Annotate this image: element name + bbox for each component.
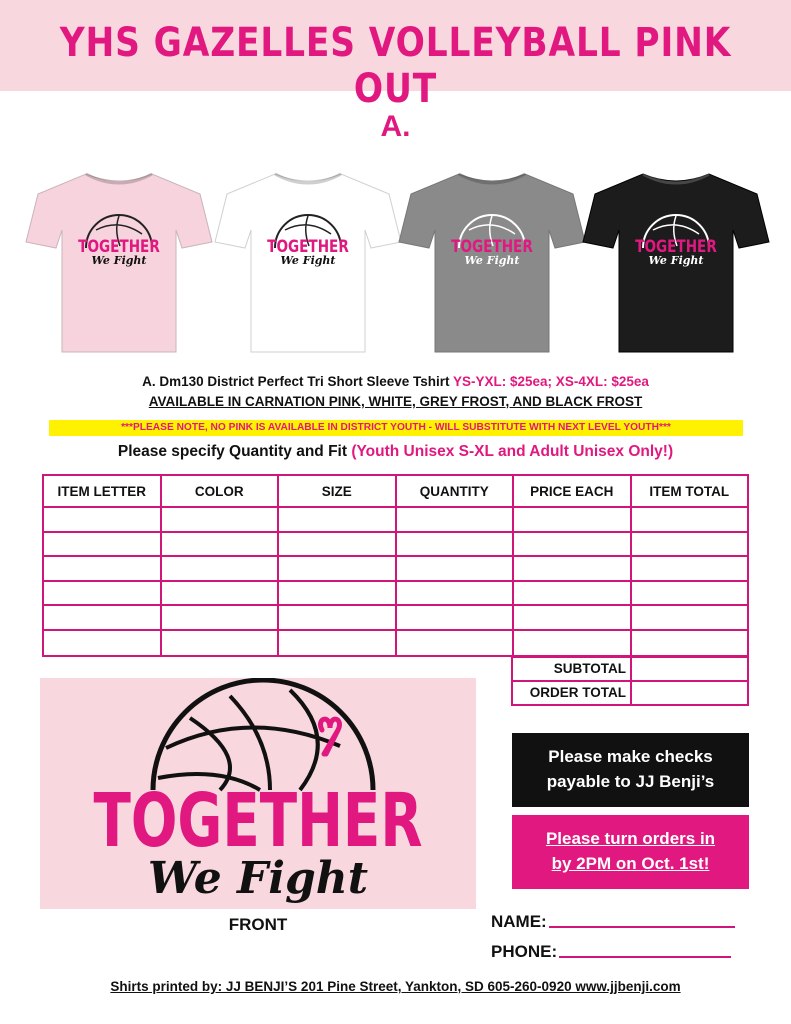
phone-field[interactable] (491, 942, 731, 962)
shirt-black-frost (581, 168, 771, 358)
front-caption: FRONT (228, 915, 288, 934)
volleyball-graphic (40, 678, 476, 909)
price-each-cell[interactable] (514, 533, 632, 556)
header-price-each: PRICE EACH (514, 476, 632, 506)
shirt-grey-frost (397, 168, 587, 358)
name-field[interactable] (491, 912, 735, 932)
size-cell[interactable] (279, 631, 397, 656)
item-total-cell[interactable] (632, 631, 748, 656)
table-row (44, 508, 747, 533)
tshirt-icon (397, 168, 587, 358)
product-prices: YS-YXL: $25ea; XS-4XL: $25ea (453, 374, 649, 389)
quantity-cell[interactable] (397, 508, 515, 531)
header-item-letter: ITEM LETTER (44, 476, 162, 506)
table-row (44, 631, 747, 656)
tshirt-icon (24, 168, 214, 358)
size-cell[interactable] (279, 557, 397, 580)
name-label: NAME: (491, 912, 547, 931)
item-letter-cell[interactable] (44, 582, 162, 605)
item-letter-cell[interactable] (44, 557, 162, 580)
tshirt-icon (581, 168, 771, 358)
item-letter-cell[interactable] (44, 606, 162, 629)
size-cell[interactable] (279, 606, 397, 629)
item-letter-cell[interactable] (44, 631, 162, 656)
fit-note: (Youth Unisex S-XL and Adult Unisex Only!) (351, 443, 674, 460)
price-each-cell[interactable] (514, 606, 632, 629)
phone-label: PHONE: (491, 942, 558, 961)
price-each-cell[interactable] (514, 508, 632, 531)
item-total-cell[interactable] (632, 508, 748, 531)
quantity-cell[interactable] (397, 557, 515, 580)
order-total-label: ORDER TOTAL (513, 682, 632, 704)
tshirt-icon (213, 168, 403, 358)
shirt-white (213, 168, 403, 358)
shirt-carnation-pink (24, 168, 214, 358)
phone-input-line[interactable] (559, 956, 731, 958)
shirt-graphic-we-fight: We Fight (648, 254, 704, 267)
deadline-line-1: Please turn orders in (545, 829, 716, 848)
table-row (44, 606, 747, 631)
table-row (44, 582, 747, 607)
header-item-total: ITEM TOTAL (649, 484, 730, 499)
table-row (44, 557, 747, 582)
shirt-graphic-together: TOGETHER (451, 236, 533, 257)
option-letter: A. (380, 110, 411, 143)
item-total-cell[interactable] (632, 606, 748, 629)
item-total-cell[interactable] (632, 582, 748, 605)
quantity-cell[interactable] (397, 631, 515, 656)
size-cell[interactable] (279, 533, 397, 556)
table-header-row (44, 476, 747, 508)
shirt-graphic-together: TOGETHER (267, 236, 349, 257)
deadline-line-2: by 2PM on Oct. 1st! (551, 854, 710, 873)
order-table (42, 474, 749, 657)
color-cell[interactable] (162, 606, 280, 629)
color-cell[interactable] (162, 631, 280, 656)
header-color: COLOR (162, 476, 280, 506)
item-letter-cell[interactable] (44, 533, 162, 556)
shirt-graphic-together: TOGETHER (635, 236, 717, 257)
front-design-panel (40, 678, 476, 909)
table-row (44, 533, 747, 558)
subtotal-value[interactable] (632, 658, 747, 680)
price-each-cell[interactable] (514, 557, 632, 580)
order-total-value[interactable] (632, 682, 747, 704)
color-cell[interactable] (162, 557, 280, 580)
subtotal-row (513, 656, 747, 680)
quantity-cell[interactable] (397, 582, 515, 605)
product-description (0, 374, 791, 389)
name-input-line[interactable] (549, 926, 735, 928)
printer-footer (0, 979, 791, 994)
order-total-row (513, 680, 747, 704)
shirt-graphic-together: TOGETHER (78, 236, 160, 257)
page-title: YHS GAZELLES VOLLEYBALL PINK OUT (59, 20, 732, 112)
design-together-text: TOGETHER (93, 778, 423, 865)
shirt-graphic-we-fight: We Fight (91, 254, 147, 267)
deadline-box (512, 815, 749, 889)
checks-line-1: Please make checks (548, 747, 713, 766)
footer-text: Shirts printed by: JJ BENJI’S 201 Pine Street, Yankton, SD 605-260-0920 www.jjbenji.com (110, 979, 681, 994)
subtotal-label: SUBTOTAL (513, 658, 632, 680)
color-cell[interactable] (162, 533, 280, 556)
price-each-cell[interactable] (514, 631, 632, 656)
header-size: SIZE (279, 476, 397, 506)
youth-note: ***PLEASE NOTE, NO PINK IS AVAILABLE IN DISTRICT YOUTH - WILL SUBSTITUTE WITH NEXT LEVEL YOUTH*** (49, 420, 743, 436)
design-we-fight-text: We Fight (147, 853, 369, 904)
header-quantity: QUANTITY (397, 476, 515, 506)
quantity-cell[interactable] (397, 533, 515, 556)
item-total-cell[interactable] (632, 533, 748, 556)
price-each-cell[interactable] (514, 582, 632, 605)
color-cell[interactable] (162, 508, 280, 531)
shirt-graphic-we-fight: We Fight (464, 254, 520, 267)
ribbon-icon (321, 719, 340, 754)
checks-line-2: payable to JJ Benji’s (546, 772, 715, 791)
color-cell[interactable] (162, 582, 280, 605)
product-name: A. Dm130 District Perfect Tri Short Sleeve Tshirt (142, 374, 454, 389)
totals-box (511, 656, 749, 706)
quantity-cell[interactable] (397, 606, 515, 629)
specify-text: Please specify Quantity and Fit (117, 443, 352, 460)
checks-payable-box (512, 733, 749, 807)
item-letter-cell[interactable] (44, 508, 162, 531)
size-cell[interactable] (279, 582, 397, 605)
item-total-cell[interactable] (632, 557, 748, 580)
shirt-graphic-we-fight: We Fight (280, 254, 336, 267)
size-cell[interactable] (279, 508, 397, 531)
specify-instructions (0, 443, 791, 461)
available-colors: AVAILABLE IN CARNATION PINK, WHITE, GREY FROST, AND BLACK FROST (148, 394, 643, 409)
